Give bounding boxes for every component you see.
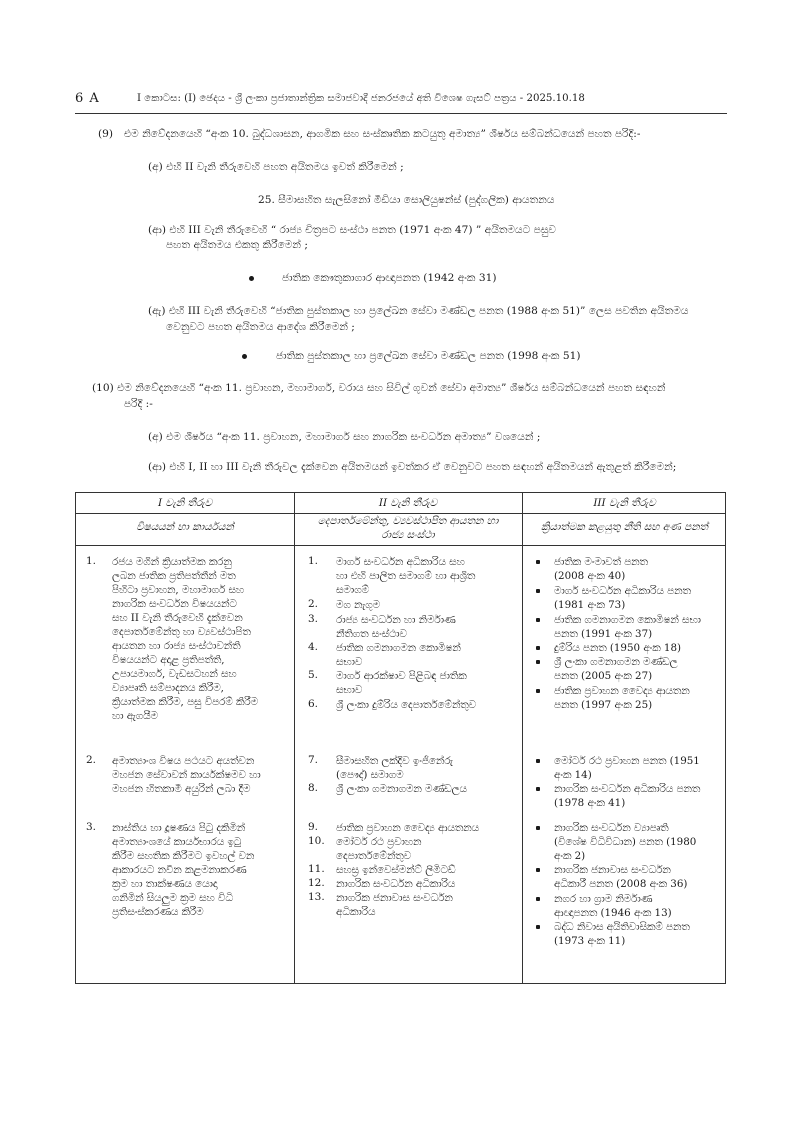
item-text-line: අංක 2) (554, 850, 586, 862)
item-text-line: අධිකාරිය (336, 906, 376, 918)
row-divider (76, 545, 725, 546)
column-subheader-3: ක්‍රියාත්මක කළයුතු නීති සහ අණ පනත් (541, 521, 708, 533)
item-text-line: මාර්ග ආරක්ෂාව පිළිබඳ ජාතික (336, 670, 467, 682)
item-text-line: ආඥාපනත (1946 අංක 13) (554, 907, 672, 919)
item-text-line: හා එහි පාලිත සමාගම් හා ආශ්‍රිත (336, 570, 476, 582)
item-text-line: ජාතික මංමාවත් පනත (554, 556, 648, 568)
item-text-line: සභාව (336, 656, 363, 668)
item-text-line: ජාතික ගමනාගමන කොමිෂන් සභා (554, 614, 701, 626)
item-text-line: මෝටර් රථ ප්‍රවාහන පනත (1951 (554, 755, 700, 767)
item-text-line: නාගරික ජනාවාස සංවර්ධන (554, 864, 671, 876)
item-number: 9. (308, 821, 319, 833)
item-text-line: (විශේෂ විධිවිධාන) පනත (1980 (554, 836, 697, 848)
page-number: 6 A (75, 91, 100, 106)
column-header-2: II වැනි තීරුව (378, 497, 438, 509)
item-number: 13. (308, 891, 325, 903)
row-divider (76, 513, 725, 514)
item-number: 3. (86, 821, 97, 833)
item-text-line: ව්‍යාපෘති සම්පාදනය කිරීම, (112, 682, 224, 694)
item-text-line: පිහිටා ප්‍රවාහන, මහාමාර්ග සහ (112, 584, 244, 596)
item-text-line: ක්‍රියාත්මක කිරීම, පසු විපරම් කිරීම (112, 696, 258, 708)
item-text-line: නගර හා ග්‍රාම නිර්මාණ (554, 893, 653, 905)
item-number: 2. (86, 754, 97, 766)
item-text-line: නාගරික සංවර්ධන විෂයයන්ට (112, 598, 237, 610)
para-10a: (අ) එම ශීර්ෂය “අංක 11. ප්‍රවාහන, මහාමාර්ග සහ නාගරික සංවර්ධන අමාත්‍ය” වශයෙන් ; (148, 431, 541, 443)
item-text-line: ආයතන හා රාජ්‍ය සංස්ථාවන්ති (112, 640, 241, 652)
item-text-line: අධිකාරී පනත (2008 අංක 36) (554, 878, 688, 890)
item-text-line: (1981 අංක 73) (554, 599, 626, 611)
item-text-line: දෙපාර්තමේන්තුව (336, 850, 412, 862)
item-text-line: නාගරික සංවර්ධන අධිකාරිය (336, 878, 456, 890)
item-text-line: ජාතික ප්‍රවාහන වෛද්‍ය ආයතනය (336, 822, 479, 834)
item-number: 8. (308, 782, 319, 794)
para-9a: (අ) එහි II වැනි තීරුවෙහි පහත අයිතමය ඉවත් කිරීමෙන් ; (148, 161, 404, 173)
para-9-text: එම නිවේදනයෙහි “අංක 10. බුද්ධශාසන, ආගමික සහ සංස්කෘතික කටයුතු අමාත්‍ය” ශීර්ෂය සම්බන්ධයෙන් පහත පරිදි:- (124, 128, 641, 140)
para-10aa: (ආ) එහි I, II හා III වැනි තීරුවල දැක්වෙන අයිතමයන් ඉවත්කර ඒ වෙනුවට පහත සඳහන් අයිතමයන් ඇතුළත් කිරීමෙන්; (148, 461, 677, 473)
item-text-line: විෂයයන්ට අදාළ ප්‍රතිපත්ති, (112, 654, 225, 666)
item-text-line: ජාතික ගමනාගමන කොමිෂන් (336, 642, 461, 654)
item-number: 12. (308, 877, 325, 889)
item-text-line: සභාව (336, 684, 363, 696)
item-text-line: ගනිමින් සියලුම ක්‍රම සහ විධි (112, 892, 233, 904)
bullet-icon (536, 689, 540, 693)
item-text-line: ආකාරයට නවීන කළමනාකරණ (112, 864, 247, 876)
bullet-icon (536, 618, 540, 622)
para-9ae-line2: වෙනුවට පහත අයිතමය ආදේශ කිරීමෙන් ; (166, 321, 355, 333)
item-number: 7. (308, 754, 319, 766)
bullet-icon (536, 868, 540, 872)
para-10-line1: (10) එම නිවේදනයෙහි “අංක 11. ප්‍රවාහන, මහාමාර්ග, වරාය සහ සිවිල් ගුවන් සේවා අමාත්‍ය” ශීර්ෂය සම්බන්ධයෙන් පහත සඳහන් (92, 382, 666, 394)
para-9-number: (9) (98, 128, 114, 140)
para-9aa-line2: පහත අයිතමය එකතු කිරීමෙන් ; (166, 239, 308, 251)
para-10-line2: පරිදි :- (124, 398, 153, 410)
bullet-icon (536, 560, 540, 564)
item-text-line: දුම්රිය පනත (1950 අංක 18) (554, 642, 682, 654)
item-number: 11. (308, 863, 325, 875)
item-text-line: බද්ධ නිවාස අයිතිවාසිකම් පනත (554, 921, 690, 933)
column-header-1: I වැනි තීරුව (157, 497, 213, 509)
item-text-line: පනත (1997 අංක 25) (554, 699, 653, 711)
bullet-icon (536, 897, 540, 901)
bullet-icon (536, 660, 540, 664)
gazette-title: I කොටස: (I) ඡෙදය - ශ්‍රී ලංකා ප්‍රජාතාන්ත්‍රික සමාජවාදී ජනරජයේ අති විශෙෂ ගැසට් පත්‍රය - 2025.10.18 (137, 93, 585, 104)
item-text-line: ජාතික ප්‍රවාහන වෛද්‍ය ආයතන (554, 685, 690, 697)
item-text-line: අංක 14) (554, 769, 592, 781)
item-number: 10. (308, 835, 325, 847)
item-number: 4. (308, 641, 319, 653)
bullet-icon (249, 276, 254, 281)
item-text-line: පනත (1991 අංක 37) (554, 628, 653, 640)
item-text-line: පනත (2005 අංක 27) (554, 670, 653, 682)
item-text-line: නීතිගත සංස්ථාව (336, 628, 407, 640)
column-divider (294, 493, 295, 983)
column-subheader-2-line2: රාජ්‍ය සංස්ථා (381, 529, 435, 541)
item-text-line: නාගරික සංවර්ධන ව්‍යාපෘති (554, 822, 669, 834)
item-number: 5. (308, 669, 319, 681)
column-header-3: III වැනි තීරුව (593, 497, 656, 509)
bullet-icon (536, 787, 540, 791)
item-text-line: හා ඇගයීම (112, 710, 158, 722)
bullet-icon (536, 925, 540, 929)
item-text-line: අමාත්‍යාංශයේ කාර්යභාරය ඉටු (112, 836, 242, 848)
item-text-line: සහ II වැනි තීරුවෙහි දැක්වෙන (112, 612, 243, 624)
para-9aa-item: ජාතික කෞතුකාගාර ආඥාපනත (1942 අංක 31) (282, 272, 497, 284)
bullet-icon (536, 826, 540, 830)
column-divider (522, 493, 523, 983)
item-text-line: නාස්තිය හා දූෂණය පිටු දකිමින් (112, 822, 246, 834)
item-text-line: මග නැගුම (336, 599, 381, 611)
item-text-line: අමාත්‍යාංශ විෂය පථයට අයත්වන (112, 755, 255, 767)
item-text-line: උපායමාර්ග, වැඩසටහන් සහ (112, 668, 237, 680)
para-9a-item: 25. සීමාසහිත සැලසිනෝ මීඩියා සොලියුෂන්ස් (පුද්ගලික) ආයතනය (258, 194, 555, 206)
item-text-line: ශ්‍රී ලංකා ගමනාගමන මණ්ඩල (554, 656, 678, 668)
item-text-line: කිරීම සහතික කිරීමට ඉවහල් වන (112, 850, 255, 862)
item-text-line: (1978 අංක 41) (554, 797, 626, 809)
item-text-line: ප්‍රතිසංස්කරණය කිරීම (112, 906, 204, 918)
item-text-line: ශ්‍රී ලංකා ගමනාගමන මණ්ඩලය (336, 783, 467, 795)
item-text-line: (පෞද්) සමාගම (336, 769, 404, 781)
item-number: 1. (86, 555, 97, 567)
item-text-line: මහජන සේවාවන් කාර්යක්ෂමව හා (112, 769, 261, 781)
item-text-line: රාජ්‍ය සංවර්ධන හා නිර්මාණ (336, 614, 456, 626)
item-text-line: මෝටර් රථ ප්‍රවාහන (336, 836, 422, 848)
item-text-line: සමාගම් (336, 584, 369, 596)
item-text-line: (1973 අංක 11) (554, 935, 626, 947)
item-text-line: සීමාසහිත ලක්දිව ඉංජිනේරු (336, 755, 453, 767)
item-text-line: ශ්‍රී ලංකා දුම්රිය දෙපාර්තමේන්තුව (336, 699, 477, 711)
bullet-icon (536, 646, 540, 650)
bullet-icon (242, 354, 247, 359)
item-number: 6. (308, 698, 319, 710)
item-text-line: මාර්ග සංවර්ධන අධිකාරිය සහ (336, 556, 465, 568)
item-text-line: ලබන ජාතික ප්‍රතිපත්තීන් මත (112, 570, 236, 582)
page-header (75, 91, 727, 111)
header-divider (75, 113, 727, 114)
item-text-line: රජය මගින් ක්‍රියාත්මක කරනු (112, 556, 232, 568)
item-text-line: දෙපාර්තමේන්තු හා ව්‍යවස්ථාපිත (112, 626, 251, 638)
column-subheader-1: විෂයයන් හා කාර්යයන් (136, 521, 234, 533)
para-9ae-item: ජාතික පුස්තකාල හා ප්‍රලේඛන සේවා මණ්ඩල පනත (1998 අංක 51) (276, 350, 581, 362)
para-9ae-line1: (ඇ) එහි III වැනි තීරුවෙහි “ජාතික පුස්තකාල හා ප්‍රලේඛන සේවා මණ්ඩල පනත (1988 අංක 51)” ලෙස පවතින අයිතමය (148, 305, 689, 317)
item-text-line: මාර්ග සංවර්ධන අධිකාරිය පනත (554, 585, 691, 597)
item-number: 1. (308, 555, 319, 567)
item-number: 2. (308, 598, 319, 610)
bullet-icon (536, 589, 540, 593)
item-text-line: (2008 අංක 40) (554, 570, 626, 582)
item-number: 3. (308, 613, 319, 625)
item-text-line: නාගරික සංවර්ධන අධිකාරිය පනත (554, 783, 701, 795)
item-text-line: සහස්‍ර ඉන්වෙස්මන්ට් ලිමිටඩ් (336, 864, 456, 876)
item-text-line: මහජන හිතකාමී අයුරින් ලබා දීම (112, 783, 251, 795)
para-9aa-line1: (ආ) එහි III වැනි තීරුවෙහි “ රාජ්‍ය චිත්‍රපට සංස්ථා පනත (1971 අංක 47) ” අයිතමයට පසුව (148, 224, 557, 236)
item-text-line: ක්‍රම හා තාක්ෂණය යොදා (112, 878, 218, 890)
item-text-line: නාගරික ජනාවාස සංවර්ධන (336, 892, 453, 904)
bullet-icon (536, 759, 540, 763)
column-subheader-2-line1: දෙපාර්තමේන්තු, ව්‍යවස්ථාපිත ආයතන හා (317, 515, 499, 527)
schedule-table (75, 492, 726, 984)
